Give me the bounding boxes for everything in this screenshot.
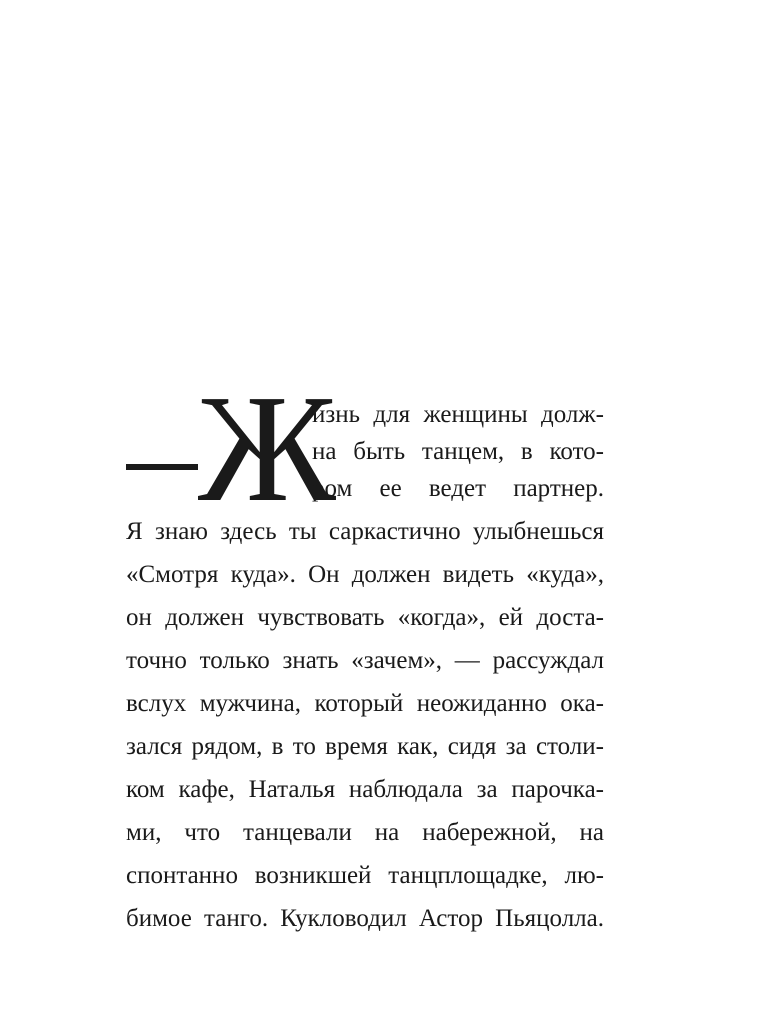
- text-line: на быть танцем, в кото-: [312, 438, 604, 465]
- text-line: «Смотря куда». Он должен видеть «куда»,: [126, 561, 604, 588]
- text-line: Я знаю здесь ты саркастично улыбнешься: [126, 518, 604, 545]
- text-line: ром ее ведет партнер.: [312, 475, 604, 502]
- drop-cap-letter: Ж: [198, 364, 336, 534]
- text-line: он должен чувствовать «когда», ей доста-: [126, 604, 604, 631]
- em-dash-rule: [126, 464, 198, 470]
- text-line: изнь для женщины долж-: [312, 401, 604, 428]
- text-line: точно только знать «зачем», — рассуждал: [126, 647, 604, 674]
- text-line: ком кафе, Наталья наблюдала за парочка-: [126, 776, 604, 803]
- text-line: зался рядом, в то время как, сидя за столи-: [126, 733, 604, 760]
- text-line: вслух мужчина, который неожиданно ока-: [126, 690, 604, 717]
- text-line: ми, что танцевали на набережной, на: [126, 819, 604, 846]
- text-line: бимое танго. Кукловодил Астор Пьяцолла.: [126, 905, 604, 932]
- text-line: спонтанно возникшей танцплощадке, лю-: [126, 862, 604, 889]
